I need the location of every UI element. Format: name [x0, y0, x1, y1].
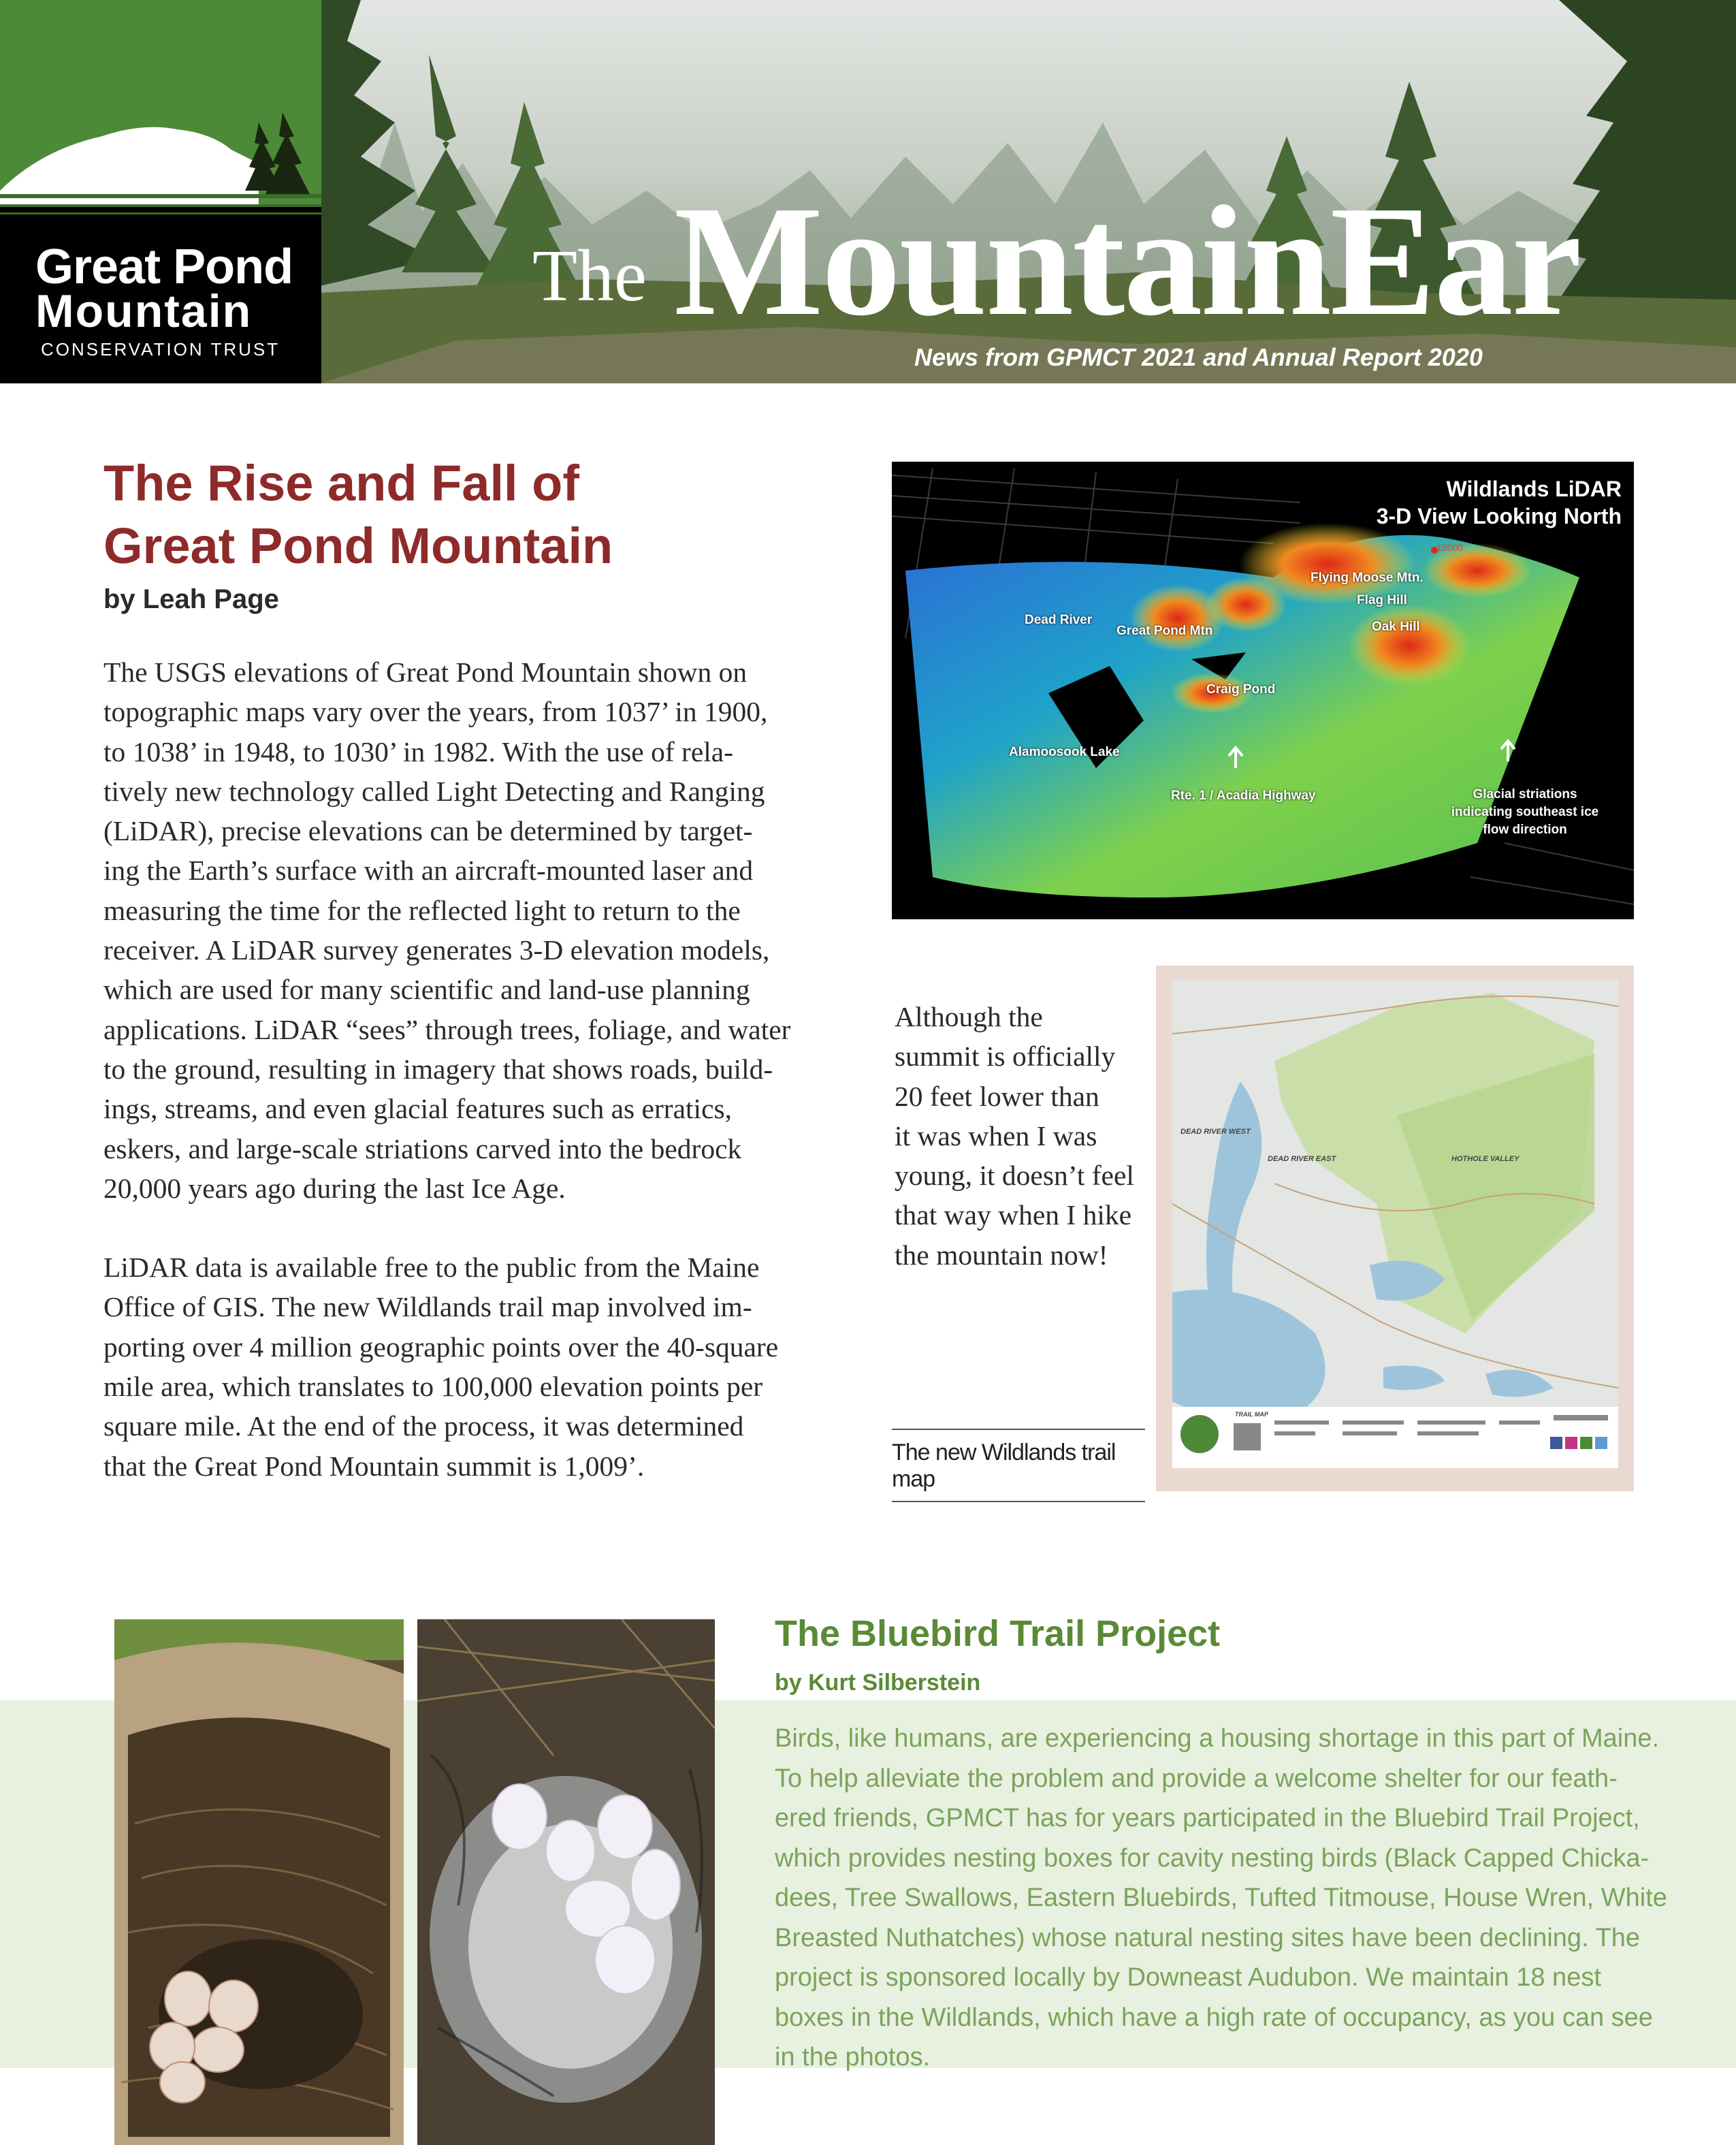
side-quote-line: summit is officially: [895, 1040, 1116, 1072]
side-quote: [895, 997, 1153, 1275]
article1-byline: by Leah Page: [103, 584, 279, 614]
article1-body-line: porting over 4 million geographic points over the 40-square: [103, 1331, 779, 1363]
article1-body-line: tively new technology called Light Detecting and Ranging: [103, 775, 765, 807]
article1-headline: [103, 452, 613, 577]
map-label-trail-map: TRAIL MAP: [1235, 1411, 1268, 1418]
article1-body-line: ing the Earth’s surface with an aircraft-mounted laser and: [103, 855, 754, 887]
masthead-tagline: News from GPMCT 2021 and Annual Report 2020: [914, 343, 1483, 371]
article1-body-line: applications. LiDAR “sees” through trees, foliage, and water: [103, 1013, 791, 1045]
article1-body-line: 20,000 years ago during the last Ice Age.: [103, 1172, 566, 1204]
article2-body-line: ered friends, GPMCT has for years participated in the Bluebird Trail Project,: [775, 1804, 1640, 1832]
article1-body: [103, 652, 866, 1486]
article1-body-line: The USGS elevations of Great Pond Mountain shown on: [103, 656, 748, 688]
article2-byline: by Kurt Silberstein: [775, 1670, 981, 1696]
article1-headline-line2: Great Pond Mountain: [103, 518, 613, 574]
masthead-the: The: [532, 236, 647, 317]
nest-photo-white-eggs: [417, 1619, 715, 2145]
article1-body-line: mile area, which translates to 100,000 elevation points per: [103, 1371, 763, 1403]
article1-body-line: measuring the time for the reflected light to return to the: [103, 894, 741, 926]
label-dead-river: Dead River: [1025, 613, 1093, 627]
mountain-logo-icon: [0, 109, 321, 218]
label-glacial-striations: [1436, 786, 1613, 839]
side-quote-line: Although the: [895, 1001, 1043, 1032]
article2-body-line: dees, Tree Swallows, Eastern Bluebirds, Tufted Titmouse, House Wren, White: [775, 1884, 1667, 1912]
article1-body-line: receiver. A LiDAR survey generates 3-D elevation models,: [103, 934, 770, 966]
map-label-dead-river-east: DEAD RIVER EAST: [1268, 1155, 1336, 1163]
article2-body-line: Breasted Nuthatches) whose natural nesting sites have been declining. The: [775, 1923, 1640, 1952]
org-name-line1: Great Pond: [35, 240, 293, 294]
article1-body-line: which are used for many scientific and land-use planning: [103, 974, 750, 1006]
article1-body-line: square mile. At the end of the process, it was determined: [103, 1410, 744, 1442]
nest-photo-graphic-2: [417, 1619, 715, 2145]
lidar-title-line1: Wildlands LiDAR: [1446, 477, 1622, 501]
article1-body-line: (LiDAR), precise elevations can be determined by target-: [103, 815, 753, 847]
map-label-dead-river-west: DEAD RIVER WEST: [1180, 1128, 1251, 1136]
article2-body-line: boxes in the Wildlands, which have a high rate of occupancy, as you can see: [775, 2003, 1653, 2032]
article2-body-line: which provides nesting boxes for cavity nesting birds (Black Capped Chicka-: [775, 1843, 1650, 1873]
article1-body-line: [103, 1208, 866, 1248]
article1-body-line: to 1038’ in 1948, to 1030’ in 1982. With the use of rela-: [103, 735, 734, 767]
label-alamoosook-lake: Alamoosook Lake: [1009, 745, 1120, 759]
lidar-scale-label: 15000: [1436, 542, 1463, 553]
article2-body-line: in the photos.: [775, 2043, 931, 2071]
article2-body-line: Birds, like humans, are experiencing a housing shortage in this part of Maine.: [775, 1724, 1660, 1753]
article1-headline-line1: The Rise and Fall of: [103, 455, 579, 511]
lidar-title-line2: 3-D View Looking North: [1376, 504, 1622, 528]
label-rte1: Rte. 1 / Acadia Highway: [1171, 789, 1316, 803]
article2-body-line: project is sponsored locally by Downeast Audubon. We maintain 18 nest: [775, 1963, 1601, 1992]
side-quote-line: it was when I was: [895, 1119, 1097, 1151]
side-quote-line: young, it doesn’t feel: [895, 1160, 1134, 1192]
article2-headline: The Bluebird Trail Project: [775, 1613, 1221, 1654]
logo-panel: [0, 0, 321, 383]
article1-body-line: LiDAR data is available free to the public from the Maine: [103, 1252, 760, 1284]
label-oak-hill: Oak Hill: [1372, 620, 1420, 634]
map-caption: The new Wildlands trail map: [892, 1429, 1145, 1502]
lidar-title: [1377, 475, 1622, 530]
label-glacial-line2: indicating southeast ice: [1451, 805, 1599, 819]
map-label-hothole-valley: HOTHOLE VALLEY: [1451, 1155, 1520, 1163]
side-quote-line: 20 feet lower than: [895, 1080, 1099, 1112]
label-glacial-line1: Glacial striations: [1473, 787, 1577, 801]
article1-body-line: Office of GIS. The new Wildlands trail map involved im-: [103, 1291, 752, 1323]
article1-body-line: that the Great Pond Mountain summit is 1,009’.: [103, 1450, 645, 1482]
label-glacial-line3: flow direction: [1483, 823, 1567, 837]
article2-body: [775, 1719, 1721, 2078]
org-name-line2: Mountain: [35, 285, 253, 337]
nest-photo-speckled-eggs: [114, 1619, 404, 2145]
article1-body-line: topographic maps vary over the years, from 1037’ in 1900,: [103, 696, 768, 728]
org-name-line3: CONSERVATION TRUST: [41, 339, 280, 360]
trail-map-graphic: [1172, 979, 1618, 1468]
lidar-3d-figure: [892, 462, 1634, 919]
label-flying-moose: Flying Moose Mtn.: [1311, 571, 1424, 585]
nest-photo-graphic-1: [114, 1619, 404, 2145]
side-quote-line: that way when I hike: [895, 1199, 1132, 1231]
label-craig-pond: Craig Pond: [1206, 682, 1276, 697]
article2-body-line: To help alleviate the problem and provide a welcome shelter for our feath-: [775, 1764, 1618, 1793]
article1-body-line: eskers, and large-scale striations carved into the bedrock: [103, 1132, 742, 1164]
masthead-title: MountainEar: [674, 174, 1581, 349]
label-flag-hill: Flag Hill: [1357, 593, 1407, 607]
label-great-pond-mtn: Great Pond Mtn: [1116, 624, 1213, 638]
article1-body-line: to the ground, resulting in imagery that shows roads, build-: [103, 1053, 773, 1085]
trail-map-image: [1172, 979, 1618, 1468]
side-quote-line: the mountain now!: [895, 1239, 1108, 1271]
article1-body-line: ings, streams, and even glacial features such as erratics,: [103, 1093, 733, 1125]
masthead-banner: [0, 0, 1736, 383]
